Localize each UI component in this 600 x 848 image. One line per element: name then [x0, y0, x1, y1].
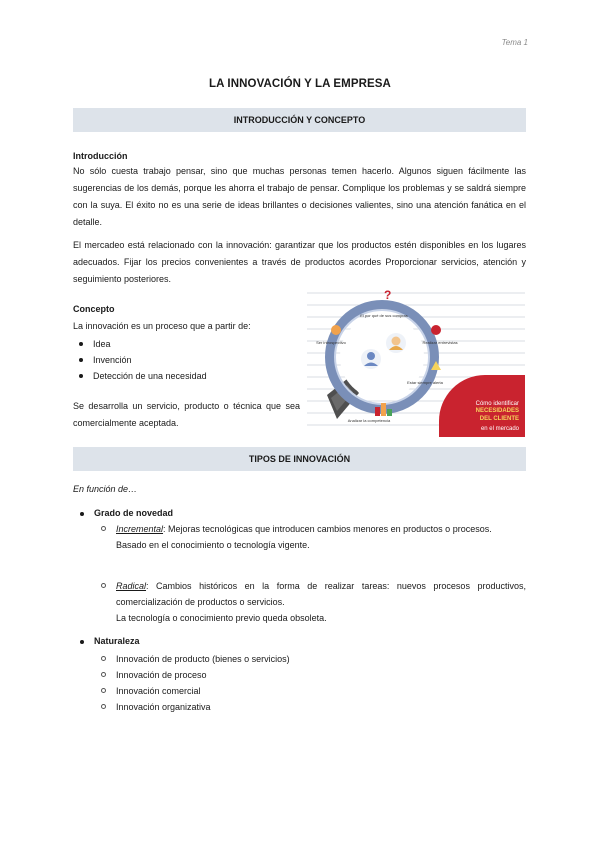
list-item: [101, 699, 526, 715]
brand-line-4: en el mercado: [480, 426, 519, 432]
radical-note: La tecnología o conocimiento previo queda obsoleta.: [116, 613, 327, 623]
term-radical: Radical: [116, 581, 147, 591]
label-why-purchases: El por qué de sus compras: [360, 313, 408, 318]
bullet-circle-icon: [101, 704, 106, 709]
customer-needs-infographic: [307, 287, 525, 437]
concept-closing: Se desarrolla un servicio, producto o técnica que sea comercialmente aceptada.: [73, 401, 300, 428]
bullet-circle-icon: [101, 583, 106, 588]
types-lead: En función de…: [73, 484, 138, 494]
nature-item-text: Innovación comercial: [116, 686, 201, 696]
group-nature-title: Naturaleza: [94, 636, 140, 646]
brand-line-1: Cómo identificar: [475, 401, 519, 407]
list-item: [101, 651, 526, 667]
label-competition: Analizar la competencia: [347, 418, 391, 423]
radical-text: : Cambios históricos en la forma de realizar tareas: nuevos procesos productivos, comercialización de productos o servicios.: [116, 581, 526, 607]
competition-chart-icon: [375, 407, 380, 416]
list-item: [101, 667, 526, 683]
incremental-note: Basado en el conocimiento o tecnología vigente.: [116, 540, 310, 550]
bullet-circle-icon: [101, 672, 106, 677]
label-alert: Estar siempre alerta: [407, 380, 443, 385]
page-label: Tema 1: [501, 38, 528, 47]
list-item-incremental: [101, 521, 526, 553]
label-interviews: Realizar entrevistas: [422, 340, 458, 345]
label-introspective: Ser introspectivo: [316, 340, 346, 345]
intro-paragraph-2: El mercadeo está relacionado con la innovación: garantizar que los productos estén disponibles en los lugares adecuados. Fijar los precios convenientes a través de productos acordes Proporcionar servicios, atención y seguimiento posteriores.: [73, 240, 526, 284]
nature-item-text: Innovación de producto (bienes o servicios): [116, 654, 290, 664]
nature-item-text: Innovación organizativa: [116, 702, 211, 712]
bullet-circle-icon: [101, 656, 106, 661]
term-incremental: Incremental: [116, 524, 164, 534]
list-item: Detección de una necesidad: [73, 368, 207, 384]
section-heading-types: TIPOS DE INNOVACIÓN: [73, 447, 526, 471]
document-title: LA INNOVACIÓN Y LA EMPRESA: [209, 78, 391, 90]
group-novelty: [80, 508, 173, 518]
intro-heading: Introducción: [73, 151, 128, 161]
bullet-circle-icon: [101, 688, 106, 693]
section-heading-intro: INTRODUCCIÓN Y CONCEPTO: [73, 108, 526, 132]
gear-icon: [331, 325, 341, 335]
incremental-text: : Mejoras tecnológicas que introducen cambios menores en productos o procesos.: [163, 524, 492, 534]
group-nature: [80, 636, 140, 646]
concept-list: [73, 336, 207, 384]
bullet-circle-icon: [101, 526, 106, 531]
list-item: [101, 683, 526, 699]
concept-heading: Concepto: [73, 304, 115, 314]
list-item: Idea: [73, 336, 207, 352]
nature-item-text: Innovación de proceso: [116, 670, 207, 680]
list-item: Invención: [73, 352, 207, 368]
bullet-dot-icon: [80, 512, 84, 516]
list-item-radical: [101, 578, 526, 626]
concept-lead: La innovación es un proceso que a partir de:: [73, 321, 251, 331]
intro-paragraph-1: No sólo cuesta trabajo pensar, sino que muchas personas temen hacerlo. Algunos siguen fácilmente las sugerencias de los demás, porque les ahorra el trabajo de pensar. Complique los problemas y se saldrá siempre con la suya. El éxito no es una serie de ideas brillantes o decisiones valientes, sino una atención fanática en el detalle.: [73, 166, 526, 227]
interview-icon: [431, 325, 441, 335]
group-novelty-title: Grado de novedad: [94, 508, 174, 518]
brand-line-2: NECESIDADES: [475, 408, 519, 414]
brand-line-3: DEL CLIENTE: [479, 416, 519, 422]
question-mark-icon: ?: [384, 288, 392, 302]
bullet-dot-icon: [80, 640, 84, 644]
